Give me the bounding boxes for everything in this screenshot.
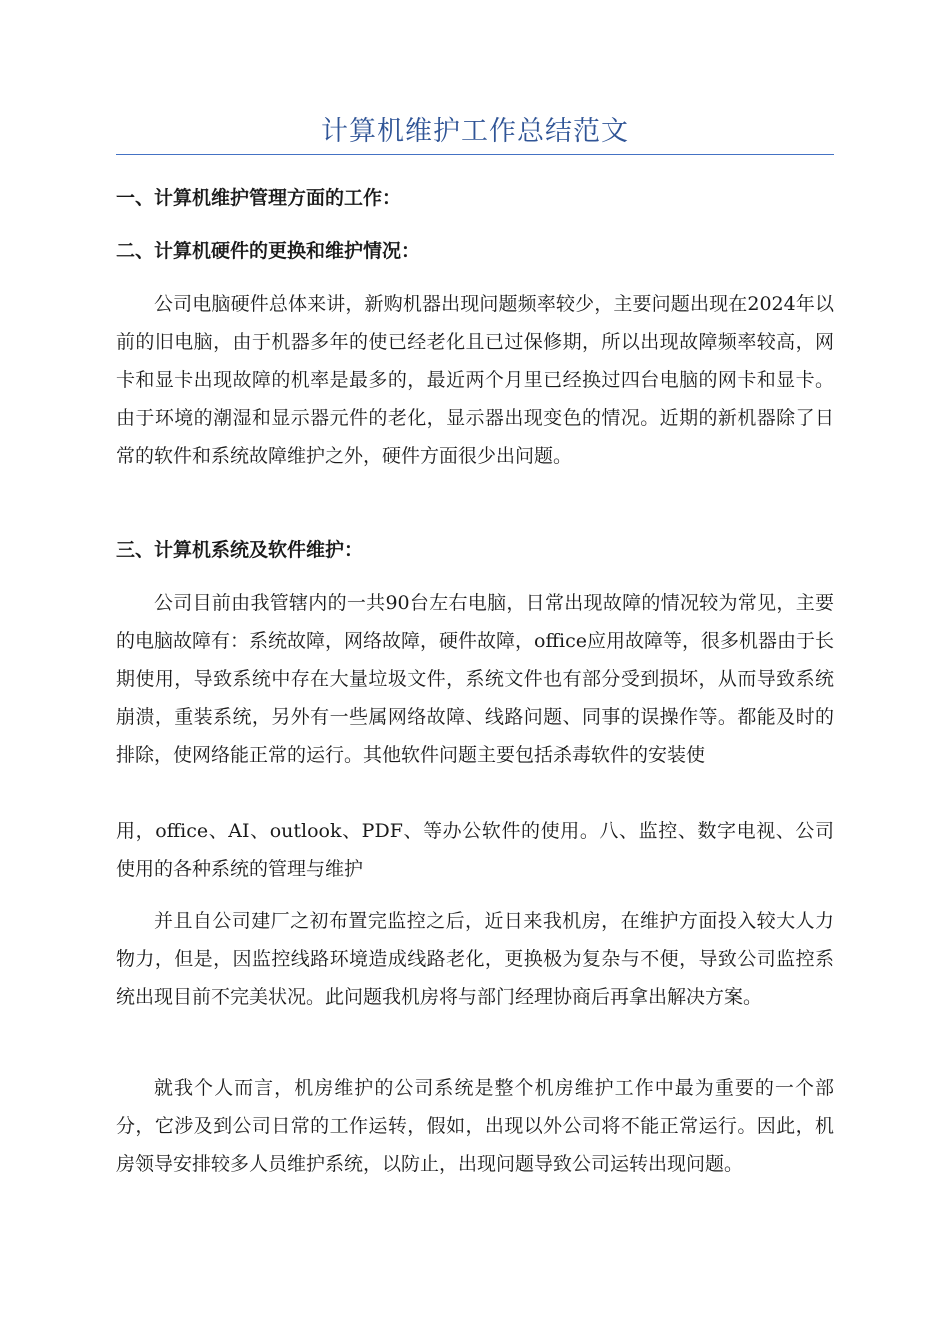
paragraph-software-continued: 用，office、AI、outlook、PDF、等办公软件的使用。八、监控、数字电视、公司使用的各种系统的管理与维护 — [116, 820, 834, 880]
paragraph-software: 公司目前由我管辖内的一共90台左右电脑，日常出现故障的情况较为常见，主要的电脑故障有：系统故障，网络故障，硬件故障，office应用故障等，很多机器由于长期使用，导致系统中存在大量垃圾文件，系统文件也有部分受到损坏，从而导致系统崩溃，重装系统，另外有一些属网络故障、线路问题、同事的误操作等。都能及时的排除，使网络能正常的运行。其他软件问题主要包括杀毒软件的安装使 — [116, 592, 834, 766]
paragraph-hardware: 公司电脑硬件总体来讲，新购机器出现问题频率较少，主要问题出现在2024年以前的旧电脑，由于机器多年的使已经老化且已过保修期，所以出现故障频率较高，网卡和显卡出现故障的机率是最多的，最近两个月里已经换过四台电脑的网卡和显卡。由于环境的潮湿和显示器元件的老化，显示器出现变色的情况。近期的新机器除了日常的软件和系统故障维护之外，硬件方面很少出问题。 — [116, 293, 834, 467]
paragraph-personal-view: 就我个人而言，机房维护的公司系统是整个机房维护工作中最为重要的一个部分，它涉及到公司日常的工作运转，假如，出现以外公司将不能正常运行。因此，机房领导安排较多人员维护系统，以防止，出现问题导致公司运转出现问题。 — [116, 1077, 834, 1175]
section-heading-3: 三、计算机系统及软件维护： — [116, 539, 364, 561]
section-heading-1: 一、计算机维护管理方面的工作： — [116, 187, 402, 209]
document-title: 计算机维护工作总结范文 — [321, 116, 629, 147]
section-heading-2: 二、计算机硬件的更换和维护情况： — [116, 240, 421, 262]
paragraph-monitoring: 并且自公司建厂之初布置完监控之后，近日来我机房，在维护方面投入较大人力物力，但是，因监控线路环境造成线路老化，更换极为复杂与不便，导致公司监控系统出现目前不完美状况。此问题我机房将与部门经理协商后再拿出解决方案。 — [116, 910, 834, 1008]
title-underline — [116, 154, 834, 155]
